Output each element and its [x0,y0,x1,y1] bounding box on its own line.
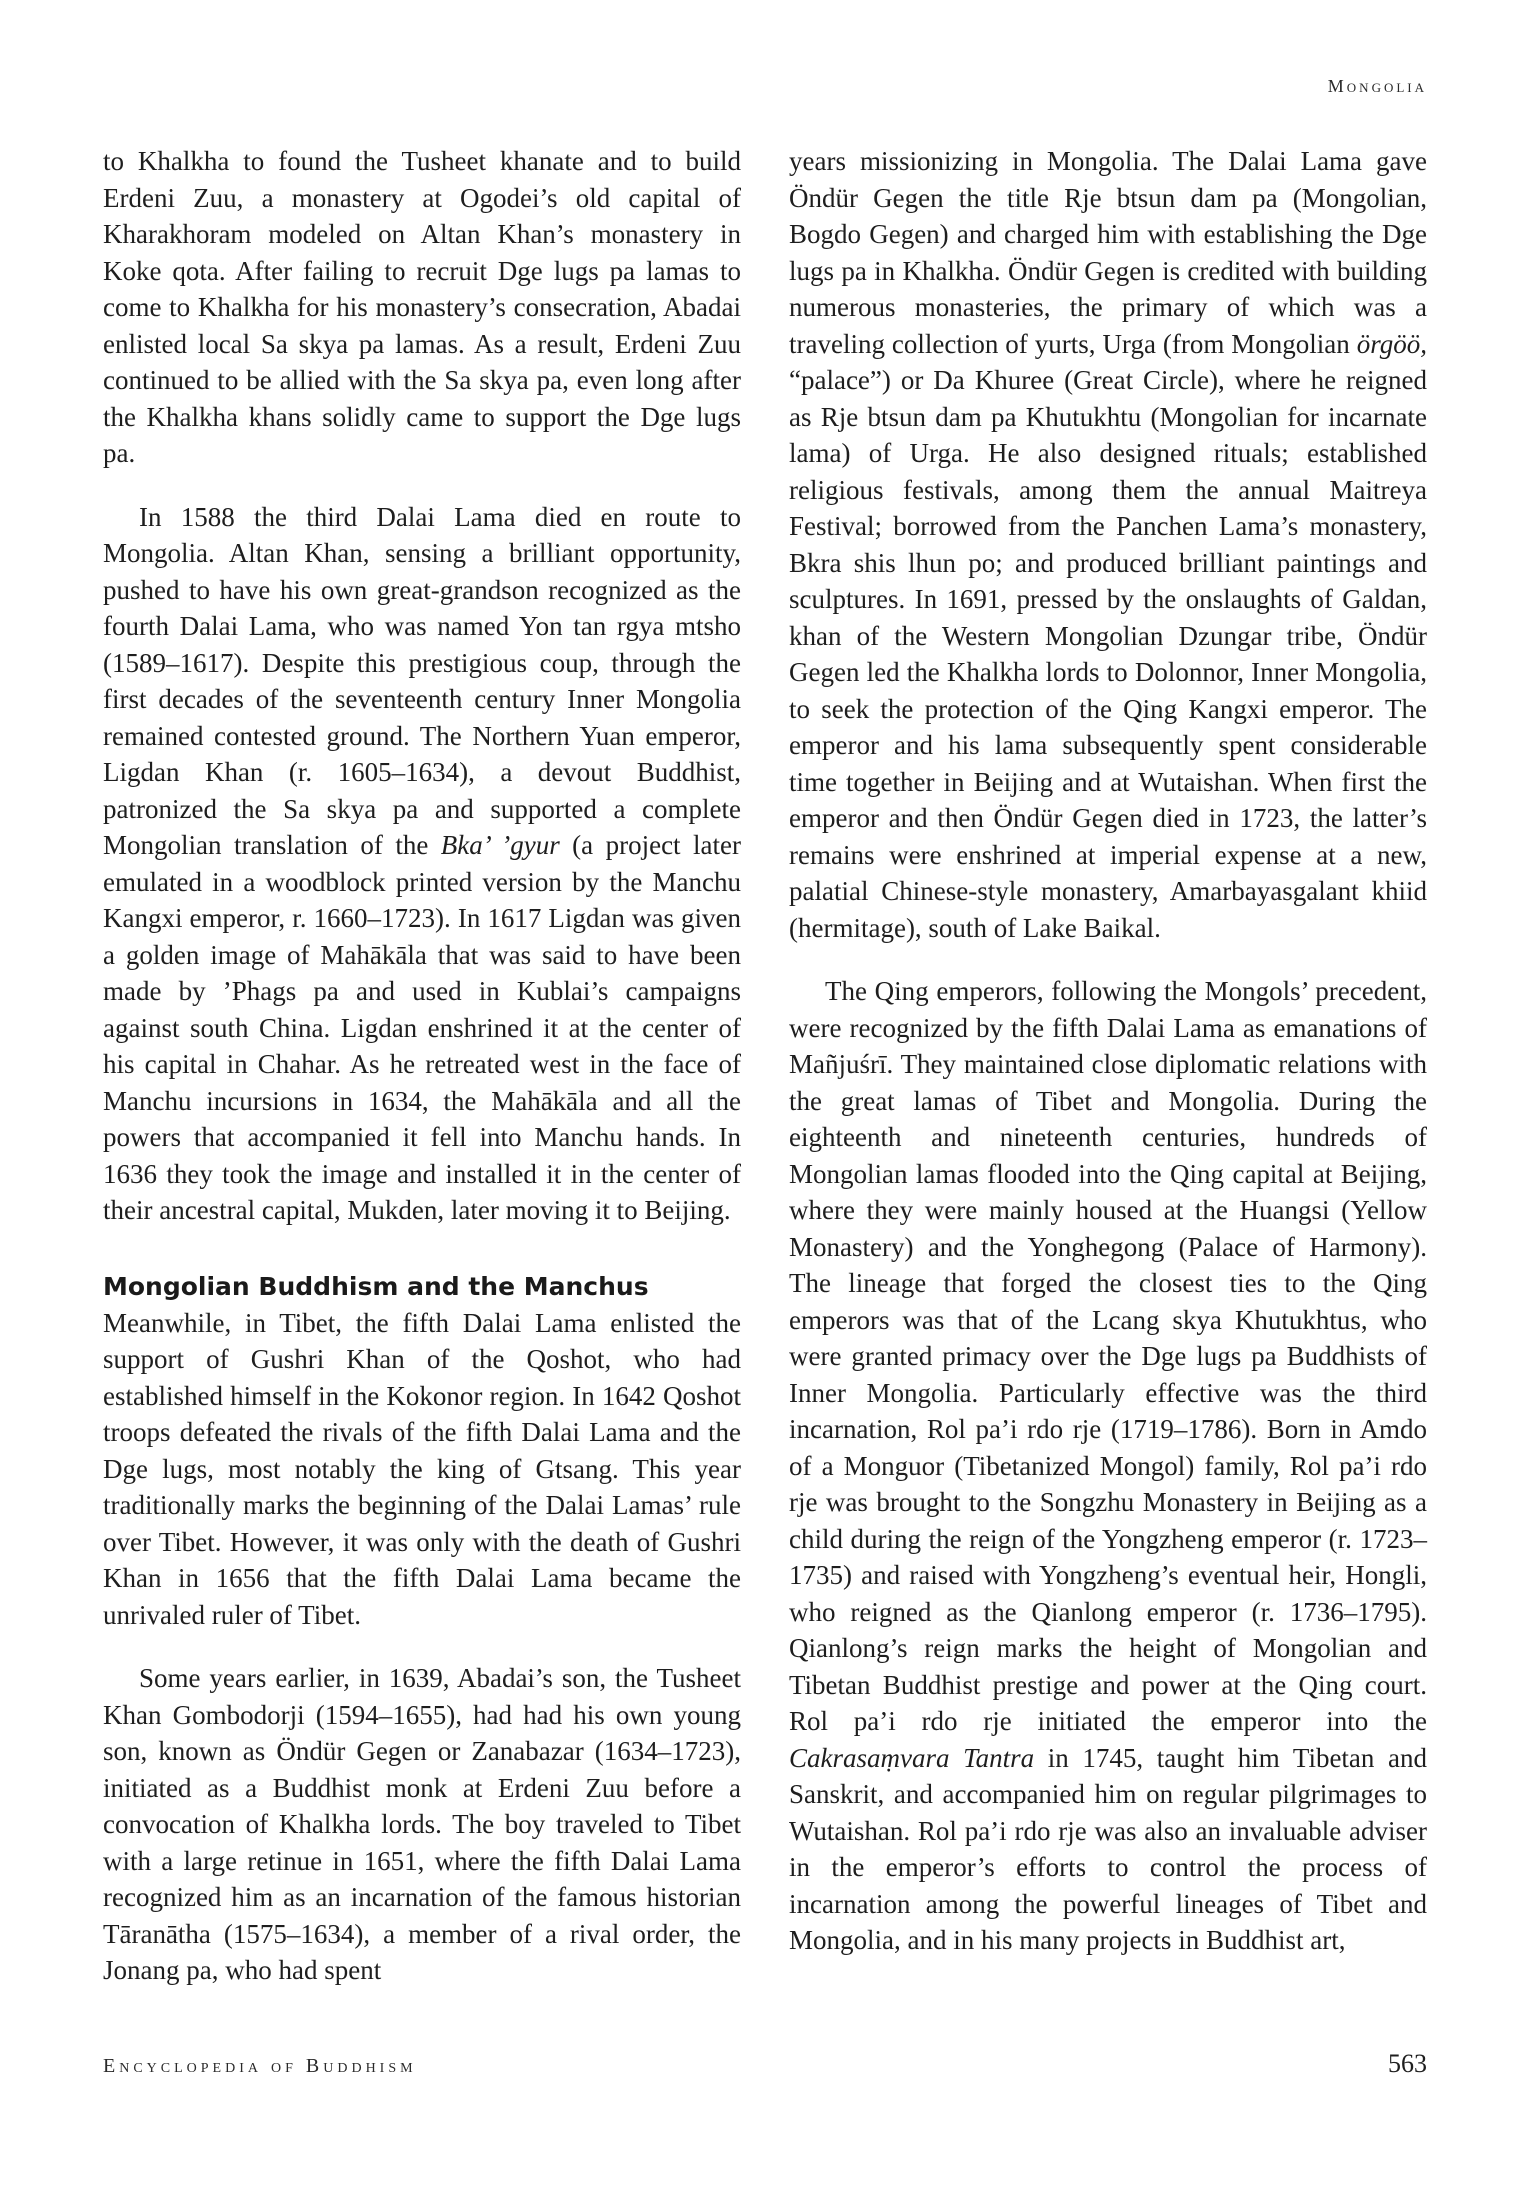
paragraph-italic-title: Bka’ ’gyur [440,830,560,860]
paragraph [789,973,1427,1959]
section-heading: Mongolian Buddhism and the Manchus [103,1271,649,1301]
page-number: 563 [1388,2049,1427,2078]
paragraph: Some years earlier, in 1639, Abadai’s son, the Tusheet Khan Gombodorji (1594–1655), had had his own young son, known as Öndür Gegen or Zanabazar (1634–1723), initiated as a Buddhist monk at Erdeni Zuu before a convocation of Khalkha lords. The boy traveled to Tibet with a large retinue in 1651, where the fifth Dalai Lama recognized him as an incarnation of the famous historian Tāranātha (1575–1634), a member of a rival order, the Jonang pa, who had spent [103,1663,741,1985]
paragraph-text: (a project later emulated in a woodblock printed version by the Manchu Kangxi emperor, r. 1660–1723). In 1617 Ligdan was given a golden image of Mahākāla that was said to have been made by ’Phags pa and used in Kublai’s campaigns against south China. Ligdan enshrined it at the center of his capital in Chahar. As he retreated west in the face of Manchu incursions in 1634, the Mahākāla and all the powers that accompanied it fell into Manchu hands. In 1636 they took the image and installed it in the center of their ancestral capital, Mukden, later moving it to Beijing. [103,830,741,1225]
paragraph-text: “palace”) or Da Khuree (Great Circle), where he reigned as Rje btsun dam pa Khutukhtu (Mongolian for incarnate lama) of Urga. He also designed rituals; established religious festivals, among them the annual Maitreya Festival; borrowed from the Panchen Lama’s monastery, Bkra shis lhun po; and produced brilliant paintings and sculptures. In 1691, pressed by the onslaughts of Galdan, khan of the Western Mongolian Dzungar tribe, Öndür Gegen led the Khalkha lords to Dolonnor, Inner Mongolia, to seek the protection of the Qing Kangxi emperor. The emperor and his lama subsequently spent considerable time together in Beijing and at Wutaishan. When first the emperor and then Öndür Gegen died in 1723, the latter’s remains were enshrined at imperial expense at a new, palatial Chinese-style monastery, Amarbayasgalant khiid (hermitage), south of Lake Baikal. [789,365,1427,943]
right-column [789,143,1427,1959]
paragraph-text: In 1588 the third Dalai Lama died en route to Mongolia. Altan Khan, sensing a brilliant opportunity, pushed to have his own great-grandson recognized as the fourth Dalai Lama, who was named Yon tan rgya mtsho (1589–1617). Despite this prestigious coup, through the first decades of the seventeenth century Inner Mongolia remained contested ground. The Northern Yuan emperor, Ligdan Khan (r. 1605–1634), a devout Buddhist, patronized the Sa skya pa and supported a complete Mongolian translation of the [103,501,741,860]
paragraph-text: years missionizing in Mongolia. The Dalai Lama gave Öndür Gegen the title Rje btsun dam pa (Mongolian, Bogdo Gegen) and charged him with establishing the Dge lugs pa in Khalkha. Öndür Gegen is credited with building numerous monasteries, the primary of which was a traveling collection of yurts, Urga (from Mongolian [789,146,1427,359]
paragraph-text: The Qing emperors, following the Mongols’ precedent, were recognized by the fifth Dalai Lama as emanations of Mañjuśrī. They maintained close diplomatic relations with the great lamas of Tibet and Mongolia. During the eighteenth and nineteenth centuries, hundreds of Mongolian lamas flooded into the Qing capital at Beijing, where they were mainly housed at the Huangsi (Yellow Monastery) and the Yonghegong (Palace of Harmony). The lineage that forged the closest ties to the Qing emperors was that of the Lcang skya Khutukhtus, who were granted primacy over the Dge lugs pa Buddhists of Inner Mongolia. Particularly effective was the third incarnation, Rol pa’i rdo rje (1719–1786). Born in Amdo of a Monguor (Tibetanized Mongol) family, Rol pa’i rdo rje was brought to the Songzhu Monastery in Beijing as a child during the reign of the Yongzheng emperor (r. 1723–1735) and raised with Yongzheng’s eventual heir, Hongli, who reigned as the Qianlong emperor (r. 1736–1795). Qianlong’s reign marks the height of Mongolian and Tibetan Buddhist prestige and power at the Qing court. Rol pa’i rdo rje initiated the emperor into the [789,976,1427,1736]
paragraph-text: in 1745, taught him Tibetan and Sanskrit, and accompanied him on regular pilgrimages to Wutaishan. Rol pa’i rdo rje was also an invaluable adviser in the emperor’s efforts to control the process of incarnation among the powerful lineages of Tibet and Mongolia, and in his many projects in Buddhist art, [789,1742,1427,1955]
footer-book-title: Encyclopedia of Buddhism [103,2055,417,2077]
paragraph [789,143,1427,946]
paragraph-italic-term: örgöö, [1356,328,1427,359]
paragraph-italic-title: Cakrasaṃvara Tantra [789,1742,1035,1773]
paragraph: Meanwhile, in Tibet, the fifth Dalai Lama enlisted the support of Gushri Khan of the Qoshot, who had established himself in the Kokonor region. In 1642 Qoshot troops defeated the rivals of the fifth Dalai Lama and the Dge lugs, most notably the king of Gtsang. This year traditionally marks the beginning of the Dalai Lamas’ rule over Tibet. However, it was only with the death of Gushri Khan in 1656 that the fifth Dalai Lama became the unrivaled ruler of Tibet. [103,1307,741,1630]
paragraph: to Khalkha to found the Tusheet khanate and to build Erdeni Zuu, a monastery at Ogodei’s old capital of Kharakhoram modeled on Altan Khan’s monastery in Koke qota. After failing to recruit Dge lugs pa lamas to come to Khalkha for his monastery’s consecration, Abadai enlisted local Sa skya pa lamas. As a result, Erdeni Zuu continued to be allied with the Sa skya pa, even long after the Khalkha khans solidly came to support the Dge lugs pa. [103,146,741,468]
paragraph [103,499,741,1229]
left-column [103,143,741,1989]
running-head-title: Mongolia [1327,76,1427,96]
